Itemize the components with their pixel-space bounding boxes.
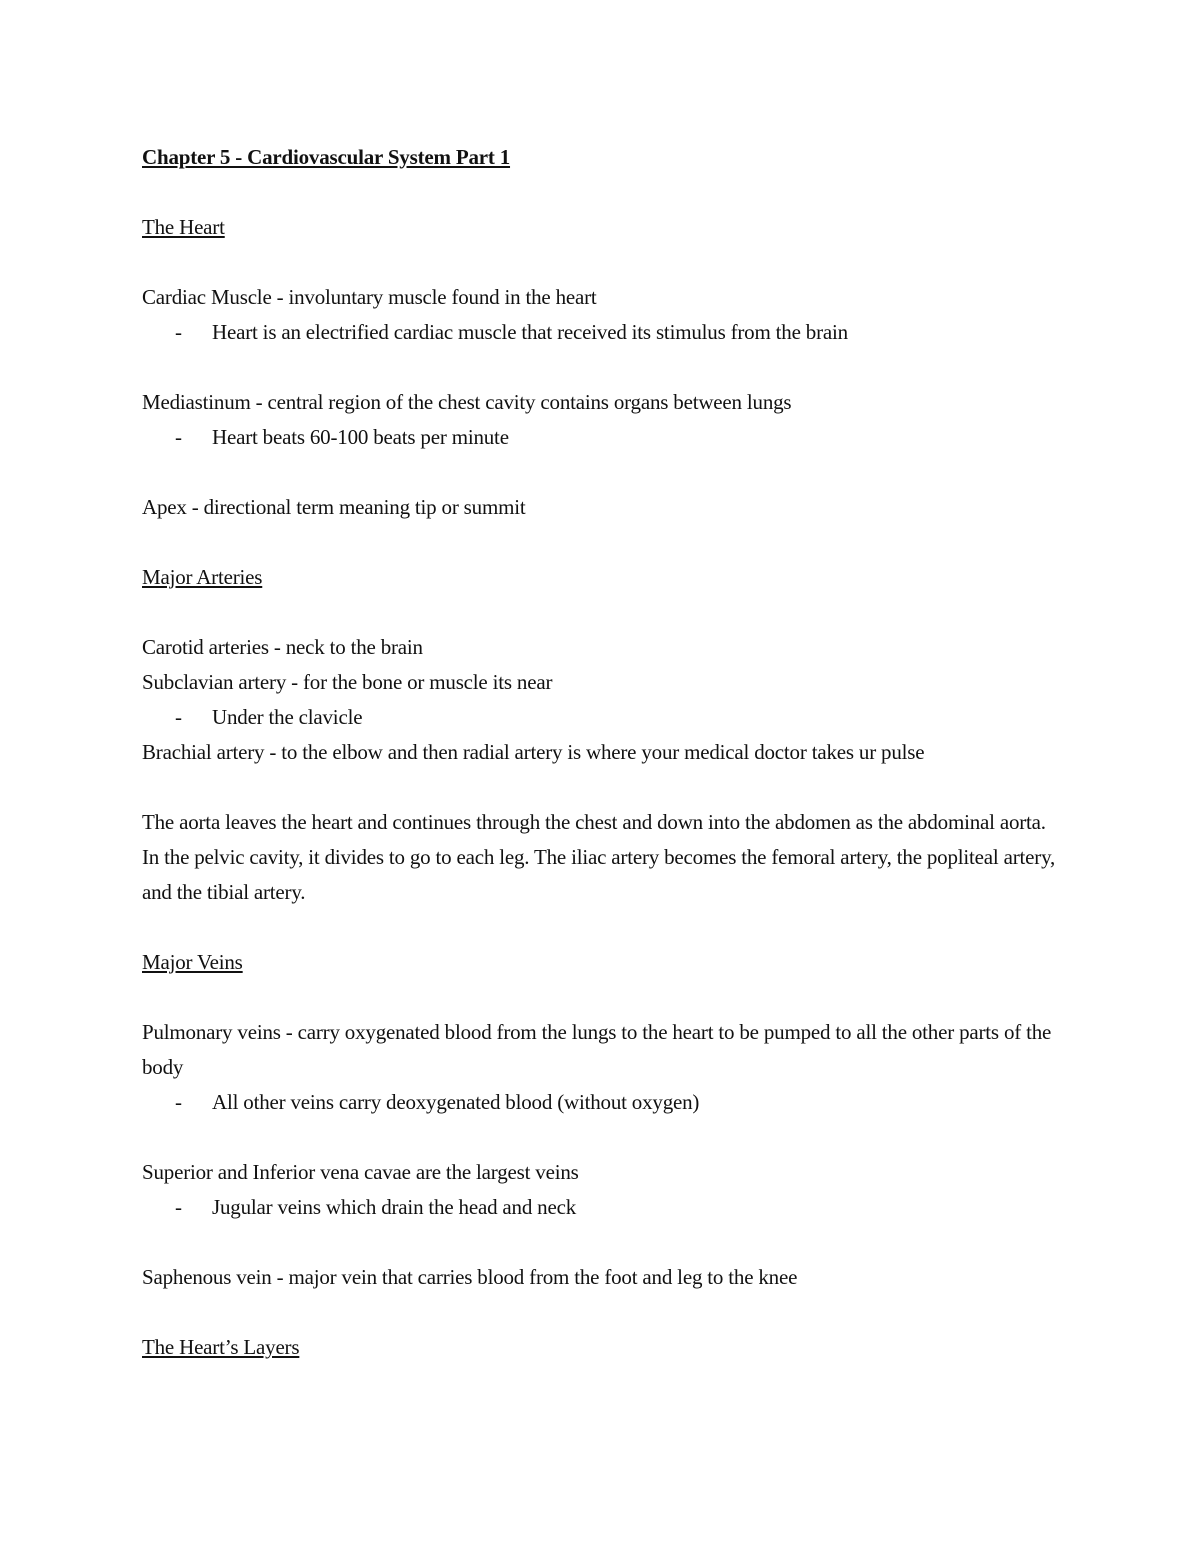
section-heading-veins: Major Veins	[142, 950, 243, 974]
spacer	[142, 1225, 1057, 1260]
spacer	[142, 1295, 1057, 1330]
spacer	[142, 175, 1057, 210]
chapter-title: Chapter 5 - Cardiovascular System Part 1	[142, 145, 511, 169]
subclavian-definition: Subclavian artery - for the bone or muscle its near	[142, 670, 553, 694]
spacer	[142, 595, 1057, 630]
bullet-text: Heart beats 60-100 beats per minute	[212, 425, 509, 449]
bullet-dash: -	[175, 320, 182, 344]
vena-cavae-definition: Superior and Inferior vena cavae are the largest veins	[142, 1160, 579, 1184]
bullet-dash: -	[175, 1195, 182, 1219]
spacer	[142, 525, 1057, 560]
section-heading-layers: The Heart’s Layers	[142, 1335, 300, 1359]
spacer	[142, 1120, 1057, 1155]
document-body	[142, 140, 1057, 1365]
bullet-dash: -	[175, 1090, 182, 1114]
bullet-dash: -	[175, 425, 182, 449]
bullet-dash: -	[175, 705, 182, 729]
bullet-text: All other veins carry deoxygenated blood (without oxygen)	[212, 1090, 700, 1114]
spacer	[142, 455, 1057, 490]
bullet-text: Under the clavicle	[212, 705, 363, 729]
bullet-text: Jugular veins which drain the head and neck	[212, 1195, 577, 1219]
pulmonary-veins-definition: Pulmonary veins - carry oxygenated blood from the lungs to the heart to be pumped to all the other parts of the body	[142, 1020, 1052, 1079]
bullet-item	[142, 1085, 1057, 1120]
bullet-item	[142, 1190, 1057, 1225]
section-heading-arteries: Major Arteries	[142, 565, 263, 589]
aorta-paragraph: The aorta leaves the heart and continues through the chest and down into the abdomen as the abdominal aorta. In the pelvic cavity, it divides to go to each leg. The iliac artery becomes the femoral artery, the popliteal artery, and the tibial artery.	[142, 810, 1056, 904]
bullet-item	[142, 420, 1057, 455]
spacer	[142, 980, 1057, 1015]
cardiac-muscle-definition: Cardiac Muscle - involuntary muscle found in the heart	[142, 285, 597, 309]
bullet-text: Heart is an electrified cardiac muscle that received its stimulus from the brain	[212, 320, 848, 344]
carotid-definition: Carotid arteries - neck to the brain	[142, 635, 423, 659]
spacer	[142, 245, 1057, 280]
brachial-definition: Brachial artery - to the elbow and then radial artery is where your medical doctor takes ur pulse	[142, 740, 925, 764]
section-heading-heart: The Heart	[142, 215, 225, 239]
spacer	[142, 910, 1057, 945]
apex-definition: Apex - directional term meaning tip or summit	[142, 495, 526, 519]
mediastinum-definition: Mediastinum - central region of the chest cavity contains organs between lungs	[142, 390, 792, 414]
spacer	[142, 770, 1057, 805]
bullet-item	[142, 315, 1057, 350]
spacer	[142, 350, 1057, 385]
saphenous-definition: Saphenous vein - major vein that carries blood from the foot and leg to the knee	[142, 1265, 798, 1289]
bullet-item	[142, 700, 1057, 735]
